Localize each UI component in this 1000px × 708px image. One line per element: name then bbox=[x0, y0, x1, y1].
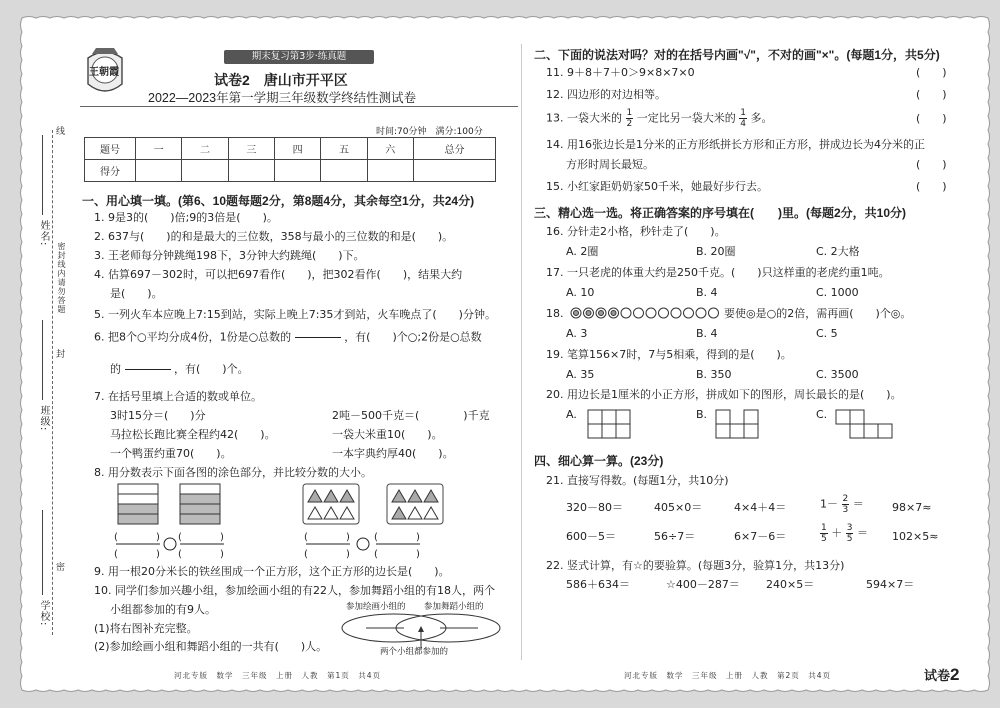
question-2: 2. 637与( )的和是最大的三位数，358与最小的三位数的和是( )。 bbox=[94, 230, 454, 243]
paper-badge-label: 试卷 bbox=[924, 668, 951, 683]
page-title: 试卷2 唐山市开平区 bbox=[214, 72, 348, 88]
calc-4-text-b: ＝ bbox=[852, 497, 864, 511]
question-21: 21. 直接写得数。(每题1分，共10分) bbox=[546, 474, 729, 487]
svg-text:(: ( bbox=[178, 549, 182, 560]
circle-icon bbox=[696, 308, 706, 318]
svg-text:): ) bbox=[220, 532, 224, 543]
calc-6: 600－5＝ bbox=[566, 530, 616, 543]
question-18 bbox=[546, 307, 564, 321]
svg-text:(: ( bbox=[114, 549, 118, 560]
score-cell: 题号 bbox=[85, 138, 136, 160]
q18-text: 要使◎是○的2倍，需再画( )个◎。 bbox=[724, 307, 912, 320]
q19-option-c[interactable]: C. 3500 bbox=[816, 368, 859, 381]
q17-option-b[interactable]: B. 4 bbox=[696, 286, 718, 299]
question-6-cont bbox=[110, 360, 249, 379]
school-field[interactable] bbox=[42, 510, 43, 595]
question-10: 10. 同学们参加兴趣小组，参加绘画小组的有22人，参加舞蹈小组的有18人，两个 bbox=[94, 584, 495, 597]
q20-shape-c bbox=[834, 408, 904, 442]
score-cell: 二 bbox=[182, 138, 228, 160]
section1-heading: 一、用心填一填。(第6、10题每题2分，第8题4分，其余每空1分，共24分) bbox=[82, 194, 475, 208]
svg-text:(: ( bbox=[178, 532, 182, 543]
q20-option-a[interactable]: A. bbox=[566, 408, 577, 421]
circle-icon bbox=[684, 308, 694, 318]
svg-text:(: ( bbox=[374, 532, 378, 543]
calc-9-fraction-2: $\frac{3}{5}$ bbox=[846, 523, 853, 544]
answer-paren-13[interactable]: ( ) bbox=[916, 112, 947, 125]
score-cell: 三 bbox=[228, 138, 274, 160]
side-char-mi: 密 bbox=[56, 563, 66, 573]
calc-4 bbox=[820, 494, 864, 515]
svg-text:): ) bbox=[346, 549, 350, 560]
score-cell: 五 bbox=[321, 138, 367, 160]
calc-2: 405×0＝ bbox=[654, 501, 703, 514]
question-11: 11. 9＋8＋7＋0＞9×8×7×0 bbox=[546, 66, 695, 79]
vertical-calc-2: ☆400－287＝ bbox=[666, 578, 740, 591]
q7-item-4: 一袋大米重10( )。 bbox=[332, 428, 443, 441]
seal-notice: 密封线内请勿答题 bbox=[57, 242, 66, 314]
score-cell: 得分 bbox=[85, 160, 136, 182]
question-20: 20. 用边长是1厘米的小正方形，拼成如下的图形，周长最长的是( )。 bbox=[546, 388, 902, 401]
q17-option-a[interactable]: A. 10 bbox=[566, 286, 595, 299]
calc-5: 98×7≈ bbox=[892, 501, 932, 514]
vertical-calc-1: 586＋634＝ bbox=[566, 578, 630, 591]
score-table-header bbox=[85, 138, 496, 160]
q16-option-a[interactable]: A. 2圈 bbox=[566, 245, 599, 258]
svg-text:(: ( bbox=[304, 549, 308, 560]
double-circle-inner-icon bbox=[574, 311, 579, 316]
q7-item-6: 一本字典约厚40( )。 bbox=[332, 447, 454, 460]
question-3: 3. 王老师每分钟跳绳198下，3分钟大约跳绳( )下。 bbox=[94, 249, 365, 262]
q20-shape-a bbox=[586, 408, 646, 442]
q8-figures bbox=[110, 482, 510, 562]
venn-label-right: 参加舞蹈小组的 bbox=[424, 602, 484, 612]
logo-text: 王朝霞 bbox=[89, 67, 119, 78]
q18-option-a[interactable]: A. 3 bbox=[566, 327, 588, 340]
school-label: 学校: bbox=[38, 600, 49, 627]
score-input[interactable] bbox=[367, 160, 413, 182]
vertical-calc-4: 594×7＝ bbox=[866, 578, 915, 591]
circle-icon bbox=[634, 308, 644, 318]
q18-circles bbox=[569, 306, 729, 320]
class-field[interactable] bbox=[42, 320, 43, 400]
svg-text:(: ( bbox=[114, 532, 118, 543]
svg-text:): ) bbox=[416, 532, 420, 543]
page-subtitle: 2022—2023年第一学期三年级数学终结性测试卷 bbox=[148, 91, 417, 105]
q7-item-1: 3时15分＝( )分 bbox=[110, 409, 206, 422]
question-7: 7. 在括号里填上合适的数或单位。 bbox=[94, 390, 262, 403]
question-6 bbox=[94, 328, 482, 347]
section2-heading: 二、下面的说法对吗？对的在括号内画"√"，不对的画"×"。(每题1分，共5分) bbox=[534, 48, 940, 62]
vertical-calc-3: 240×5＝ bbox=[766, 578, 815, 591]
question-4: 4. 估算697－302时，可以把697看作( )，把302看作( )，结果大约 bbox=[94, 268, 463, 281]
svg-text:(: ( bbox=[374, 549, 378, 560]
question-4-cont: 是( )。 bbox=[110, 287, 163, 300]
question-9: 9. 用一根20分米长的铁丝围成一个正方形，这个正方形的边长是( )。 bbox=[94, 565, 450, 578]
question-13 bbox=[546, 108, 772, 129]
svg-text:): ) bbox=[346, 532, 350, 543]
banner bbox=[224, 50, 374, 64]
binding-line bbox=[52, 130, 53, 635]
score-cell: 总分 bbox=[413, 138, 495, 160]
paper-badge-number: 2 bbox=[950, 665, 960, 684]
q6-text-b: ，有( )个○;2份是○总数 bbox=[344, 330, 482, 344]
q6-fraction-blank-1[interactable] bbox=[295, 328, 341, 347]
q13-text-a: 13. 一袋大米的 bbox=[546, 111, 622, 125]
double-circle-inner-icon bbox=[611, 311, 616, 316]
paper-badge bbox=[924, 665, 959, 685]
q18-option-c[interactable]: C. 5 bbox=[816, 327, 838, 340]
q7-item-2: 2吨－500千克＝( )千克 bbox=[332, 409, 490, 422]
score-input[interactable] bbox=[274, 160, 320, 182]
svg-text:): ) bbox=[220, 549, 224, 560]
question-12: 12. 四边形的对边相等。 bbox=[546, 88, 666, 101]
q16-option-b[interactable]: B. 20圈 bbox=[696, 245, 736, 258]
calc-4-fraction: $\frac{2}{3}$ bbox=[842, 494, 849, 515]
q16-option-c[interactable]: C. 2大格 bbox=[816, 245, 860, 258]
q8-bar-2 bbox=[180, 484, 220, 524]
paper bbox=[24, 20, 976, 688]
q17-option-c[interactable]: C. 1000 bbox=[816, 286, 859, 299]
question-14: 14. 用16张边长是1分米的正方形纸拼长方形和正方形，拼成边长为4分米的正 bbox=[546, 138, 925, 151]
q6-text-d: ，有( )个。 bbox=[174, 362, 249, 376]
score-table bbox=[84, 137, 496, 182]
score-input[interactable] bbox=[321, 160, 367, 182]
q7-item-5: 一个鸭蛋约重70( )。 bbox=[110, 447, 232, 460]
header-rule bbox=[80, 106, 518, 107]
score-input[interactable] bbox=[413, 160, 495, 182]
name-field[interactable] bbox=[42, 135, 43, 215]
question-16: 16. 分针走2小格，秒针走了( )。 bbox=[546, 225, 726, 238]
score-input[interactable] bbox=[182, 160, 228, 182]
score-cell: 六 bbox=[367, 138, 413, 160]
double-circle-inner-icon bbox=[586, 311, 591, 316]
calc-3: 4×4＋4＝ bbox=[734, 501, 787, 514]
circle-icon bbox=[646, 308, 656, 318]
answer-paren-12[interactable]: ( ) bbox=[916, 88, 947, 101]
q19-option-a[interactable]: A. 35 bbox=[566, 368, 595, 381]
question-14-cont: 方形时周长最短。 bbox=[566, 158, 654, 171]
circle-icon bbox=[671, 308, 681, 318]
question-10-part1: (1)将右图补充完整。 bbox=[94, 622, 198, 635]
answer-paren-11[interactable]: ( ) bbox=[916, 66, 947, 79]
q6-fraction-blank-2[interactable] bbox=[125, 360, 171, 379]
q6-text-c: 的 bbox=[110, 362, 121, 376]
center-divider bbox=[521, 44, 522, 660]
score-table-row bbox=[85, 160, 496, 182]
svg-text:): ) bbox=[156, 549, 160, 560]
q8-triangles-1 bbox=[303, 484, 359, 524]
q13-text-b: 一定比另一袋大米的 bbox=[636, 111, 736, 125]
venn-label-bottom: 两个小组都参加的 bbox=[380, 647, 449, 657]
calc-9 bbox=[820, 523, 868, 544]
banner-text: 期末复习第3步·练真题 bbox=[251, 51, 347, 62]
question-22: 22. 竖式计算，有☆的要验算。(每题3分，验算1分，共13分) bbox=[546, 559, 845, 572]
question-10-cont: 小组都参加的有9人。 bbox=[110, 603, 216, 616]
q13-fraction-1: $\frac{1}{2}$ bbox=[626, 108, 633, 129]
q8-triangles-2 bbox=[387, 484, 443, 524]
circle-icon bbox=[709, 308, 719, 318]
answer-paren-14[interactable]: ( ) bbox=[916, 158, 947, 171]
svg-text:): ) bbox=[156, 532, 160, 543]
calc-9-fraction-1: $\frac{1}{5}$ bbox=[821, 523, 827, 544]
question-17: 17. 一只老虎的体重大约是250千克。( )只这样重的老虎约重1吨。 bbox=[546, 266, 890, 279]
score-cell: 四 bbox=[274, 138, 320, 160]
question-10-part2: (2)参加绘画小组和舞蹈小组的一共有( )人。 bbox=[94, 640, 328, 653]
score-input[interactable] bbox=[228, 160, 274, 182]
double-circle-inner-icon bbox=[599, 311, 604, 316]
score-cell: 一 bbox=[136, 138, 182, 160]
svg-text:): ) bbox=[416, 549, 420, 560]
calc-9-plus: ＋ bbox=[831, 526, 843, 540]
q19-option-b[interactable]: B. 350 bbox=[696, 368, 732, 381]
logo bbox=[80, 44, 130, 98]
q13-text-c: 多。 bbox=[750, 111, 773, 125]
section4-heading: 四、细心算一算。(23分) bbox=[534, 454, 664, 468]
question-19: 19. 笔算156×7时，7与5相乘，得到的是( )。 bbox=[546, 348, 792, 361]
q7-item-3: 马拉松长跑比赛全程约42( )。 bbox=[110, 428, 276, 441]
class-label: 班级: bbox=[38, 405, 49, 432]
q20-shape-b bbox=[714, 408, 774, 442]
q13-fraction-2: $\frac{1}{4}$ bbox=[740, 108, 746, 129]
footer-left: 河北专版 数学 三年级 上册 人教 第1页 共4页 bbox=[174, 671, 382, 680]
score-input[interactable] bbox=[136, 160, 182, 182]
name-label: 姓名: bbox=[38, 220, 49, 247]
time-info: 时间:70分钟 满分:100分 bbox=[376, 127, 483, 137]
circle-icon bbox=[621, 308, 631, 318]
q6-text-a: 6. 把8个○平均分成4份，1份是○总数的 bbox=[94, 330, 292, 344]
circle-icon bbox=[659, 308, 669, 318]
q20-option-c[interactable]: C. bbox=[816, 408, 828, 421]
question-5: 5. 一列火车本应晚上7:15到站，实际上晚上7:35才到站，火车晚点了( )分钟。 bbox=[94, 308, 496, 321]
svg-text:(: ( bbox=[304, 532, 308, 543]
question-8: 8. 用分数表示下面各图的涂色部分，并比较分数的大小。 bbox=[94, 466, 372, 479]
question-15: 15. 小红家距奶奶家50千米，她最好步行去。 bbox=[546, 180, 768, 193]
calc-7: 56÷7＝ bbox=[654, 530, 696, 543]
footer-right: 河北专版 数学 三年级 上册 人教 第2页 共4页 bbox=[624, 671, 832, 680]
section3-heading: 三、精心选一选。将正确答案的序号填在( )里。(每题2分，共10分) bbox=[534, 206, 907, 220]
calc-4-text-a: 1－ bbox=[820, 497, 838, 511]
calc-8: 6×7－6＝ bbox=[734, 530, 787, 543]
side-char-feng: 封 bbox=[56, 350, 66, 360]
question-1: 1. 9是3的( )倍;9的3倍是( )。 bbox=[94, 211, 278, 224]
calc-10: 102×5≈ bbox=[892, 530, 939, 543]
q18-option-b[interactable]: B. 4 bbox=[696, 327, 718, 340]
q8-bar-1 bbox=[118, 484, 158, 524]
calc-1: 320－80＝ bbox=[566, 501, 623, 514]
q20-option-b[interactable]: B. bbox=[696, 408, 708, 421]
venn-label-left: 参加绘画小组的 bbox=[346, 602, 406, 612]
side-char-xian: 线 bbox=[56, 127, 66, 137]
answer-paren-15[interactable]: ( ) bbox=[916, 180, 947, 193]
q18-number: 18. bbox=[546, 307, 564, 320]
calc-9-equals: ＝ bbox=[856, 526, 868, 540]
